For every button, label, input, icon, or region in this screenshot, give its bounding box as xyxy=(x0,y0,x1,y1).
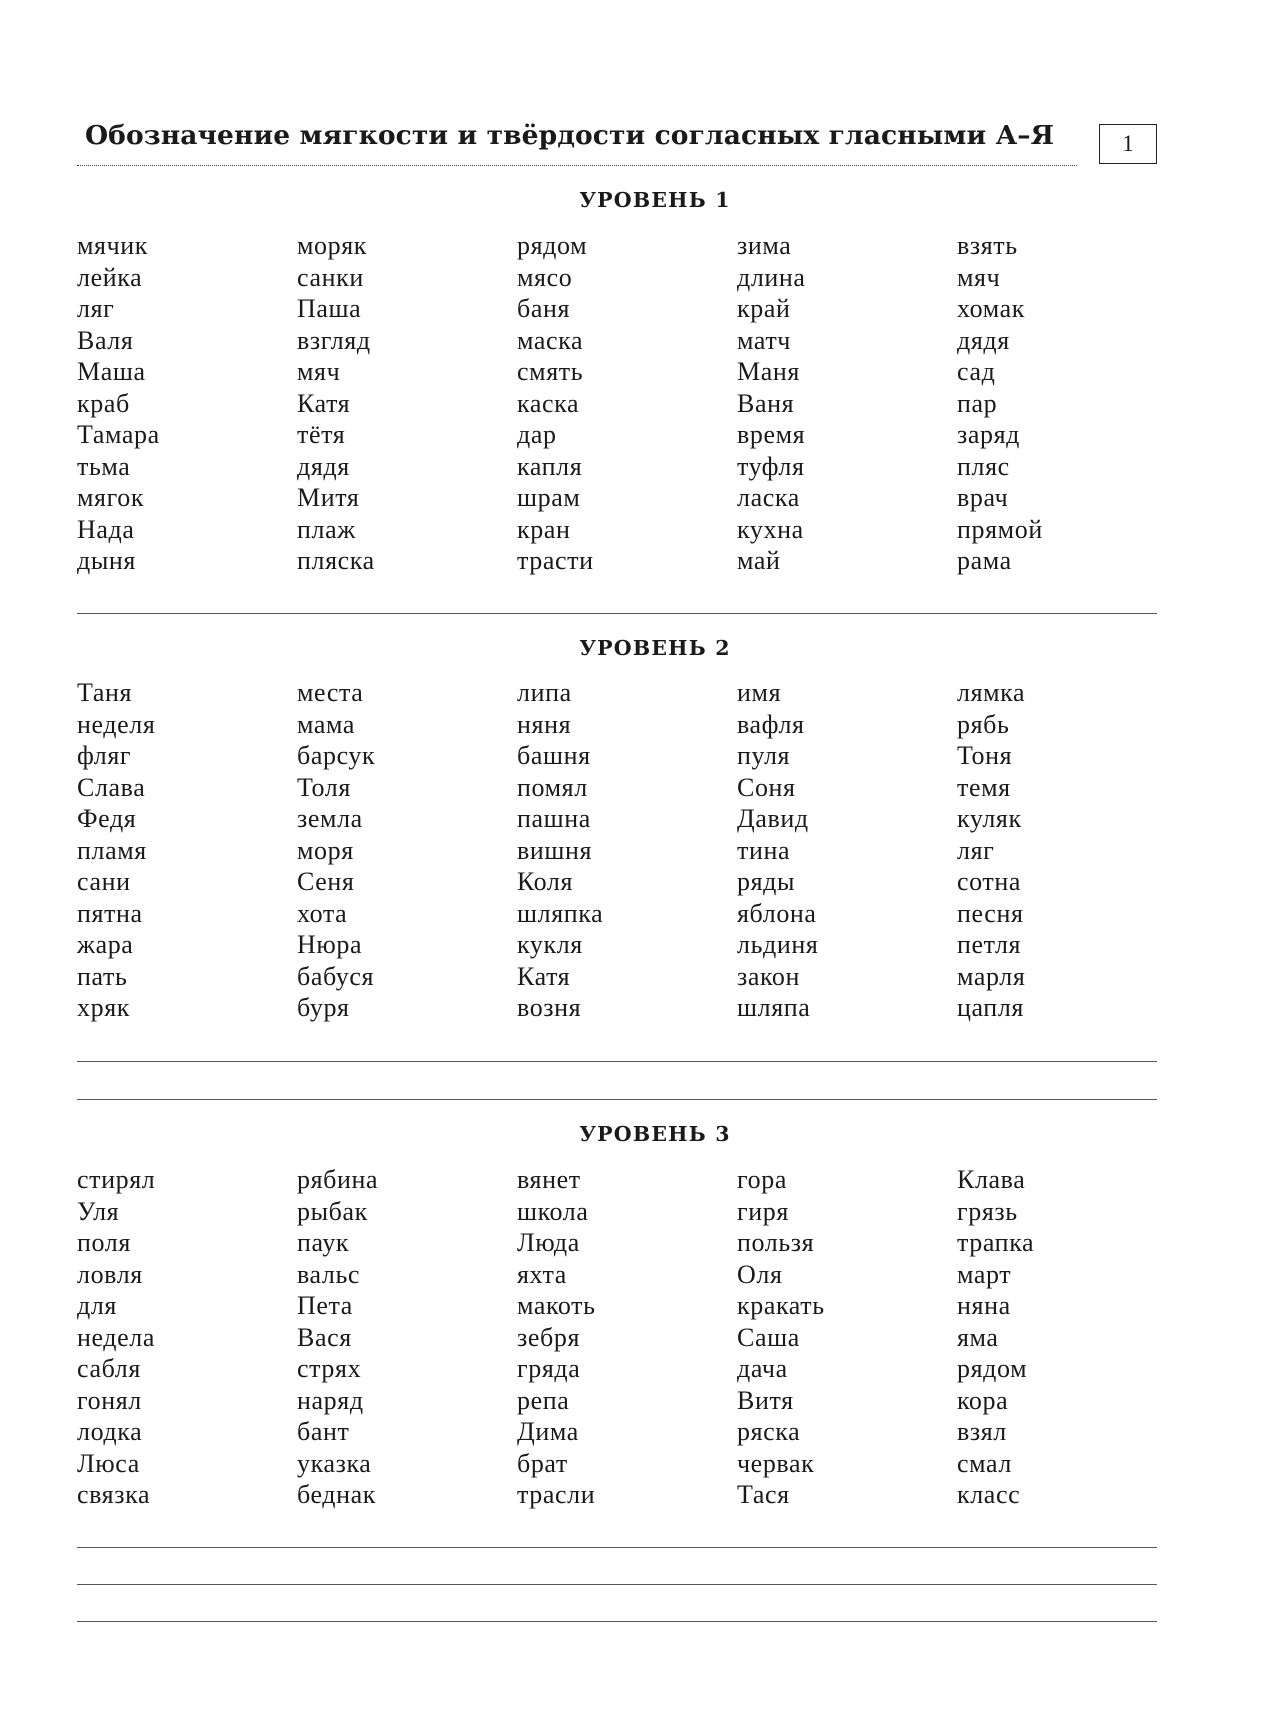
level-1-heading: УРОВЕНЬ 1 xyxy=(579,188,731,212)
word: дыня xyxy=(77,546,136,575)
word: рама xyxy=(957,546,1012,575)
word: Давид xyxy=(737,804,809,833)
word: куляк xyxy=(957,804,1022,833)
word: зебря xyxy=(517,1322,580,1352)
word: Маша xyxy=(77,357,146,386)
word: класс xyxy=(957,1480,1021,1509)
word: Дима xyxy=(517,1417,579,1446)
word: Толя xyxy=(297,772,351,802)
word-row xyxy=(77,293,1177,325)
word: песня xyxy=(957,898,1024,928)
word: башня xyxy=(517,741,591,770)
word: червак xyxy=(737,1448,815,1478)
word: кракать xyxy=(737,1291,825,1320)
word: мяч xyxy=(957,262,1001,292)
word: Валя xyxy=(77,325,134,355)
word: прямой xyxy=(957,514,1043,544)
word: пляс xyxy=(957,451,1010,481)
word: пар xyxy=(957,388,998,418)
word-row xyxy=(77,1227,1177,1259)
word: Коля xyxy=(517,867,574,896)
word: пользя xyxy=(737,1228,815,1257)
word: Витя xyxy=(737,1385,794,1415)
word: моря xyxy=(297,835,354,865)
word: Люда xyxy=(517,1228,580,1257)
word: моряк xyxy=(297,231,368,260)
word-row xyxy=(77,514,1177,546)
word: плаж xyxy=(297,514,356,544)
word-row xyxy=(77,1290,1177,1322)
word: рябина xyxy=(297,1165,379,1194)
word: мама xyxy=(297,709,356,739)
word: рябь xyxy=(957,709,1010,739)
word: дача xyxy=(737,1354,788,1383)
word: туфля xyxy=(737,451,805,481)
word: Катя xyxy=(517,961,571,991)
word: гиря xyxy=(737,1196,789,1226)
word-row xyxy=(77,356,1177,388)
level-1-word-grid xyxy=(77,230,1177,577)
word: матч xyxy=(737,325,791,355)
word: школа xyxy=(517,1196,589,1226)
word: смять xyxy=(517,357,584,386)
word: гряда xyxy=(517,1354,581,1383)
word: стрях xyxy=(297,1354,362,1383)
level-2-heading: УРОВЕНЬ 2 xyxy=(579,636,731,660)
word: Клава xyxy=(957,1165,1026,1194)
word: льдиня xyxy=(737,930,819,959)
word: вальс xyxy=(297,1259,361,1289)
word: Вася xyxy=(297,1322,352,1352)
word: яхта xyxy=(517,1259,567,1289)
word: Тася xyxy=(737,1480,790,1509)
writing-line xyxy=(77,1584,1157,1585)
word-row xyxy=(77,929,1177,961)
word: бабуся xyxy=(297,961,375,991)
word: няня xyxy=(517,709,572,739)
word: марля xyxy=(957,961,1026,991)
word: лямка xyxy=(957,678,1026,707)
word: барсук xyxy=(297,741,376,770)
word: наряд xyxy=(297,1385,364,1415)
word: фляг xyxy=(77,741,132,770)
word: март xyxy=(957,1259,1012,1289)
word-row xyxy=(77,1259,1177,1291)
level-1-divider xyxy=(77,613,1157,614)
word: цапля xyxy=(957,993,1024,1022)
word: Саша xyxy=(737,1322,800,1352)
word-row xyxy=(77,677,1177,709)
word: стирял xyxy=(77,1165,156,1194)
word: санки xyxy=(297,262,364,292)
word-row xyxy=(77,545,1177,577)
word: край xyxy=(737,294,791,323)
word: май xyxy=(737,546,781,575)
word: Нада xyxy=(77,514,135,544)
word: ляг xyxy=(77,294,115,323)
word-row xyxy=(77,482,1177,514)
word-row xyxy=(77,709,1177,741)
word: места xyxy=(297,678,364,707)
word: баня xyxy=(517,294,571,323)
word: связка xyxy=(77,1480,151,1509)
word: мяч xyxy=(297,357,341,386)
word: кран xyxy=(517,514,571,544)
word: Ваня xyxy=(737,388,795,418)
word: длина xyxy=(737,262,806,292)
word: рядом xyxy=(517,231,588,260)
word: рыбак xyxy=(297,1196,368,1226)
word: Тоня xyxy=(957,741,1013,770)
word: имя xyxy=(737,678,782,707)
word: вафля xyxy=(737,709,805,739)
word: трасли xyxy=(517,1480,596,1509)
word: хомак xyxy=(957,294,1025,323)
word: мячик xyxy=(77,231,149,260)
word: дядя xyxy=(957,325,1010,355)
word-row xyxy=(77,803,1177,835)
word-row xyxy=(77,1479,1177,1511)
word: Соня xyxy=(737,772,796,802)
word: гонял xyxy=(77,1385,142,1415)
word: неделя xyxy=(77,709,156,739)
word: рядом xyxy=(957,1354,1028,1383)
word: шрам xyxy=(517,483,581,512)
word: пашна xyxy=(517,804,591,833)
word: пляска xyxy=(297,546,375,575)
word: тина xyxy=(737,835,791,865)
word: бант xyxy=(297,1417,350,1446)
word-row xyxy=(77,325,1177,357)
word: Оля xyxy=(737,1259,783,1289)
word-row xyxy=(77,898,1177,930)
word: Слава xyxy=(77,772,146,802)
word: каска xyxy=(517,388,580,418)
word: тётя xyxy=(297,420,346,449)
word: взгляд xyxy=(297,325,371,355)
word: заряд xyxy=(957,420,1020,449)
word: Пета xyxy=(297,1291,353,1320)
word: хряк xyxy=(77,993,130,1022)
word: Катя xyxy=(297,388,351,418)
word: темя xyxy=(957,772,1011,802)
word: поля xyxy=(77,1228,131,1257)
word: ласка xyxy=(737,483,800,512)
word: пать xyxy=(77,961,128,991)
word: вишня xyxy=(517,835,593,865)
word-row xyxy=(77,1196,1177,1228)
word: Уля xyxy=(77,1196,120,1226)
word-row xyxy=(77,230,1177,262)
word: хота xyxy=(297,898,348,928)
word: кора xyxy=(957,1385,1009,1415)
word: краб xyxy=(77,388,130,418)
word: Митя xyxy=(297,483,360,512)
word: Люса xyxy=(77,1448,140,1478)
word: шляпка xyxy=(517,898,604,928)
word: паук xyxy=(297,1228,350,1257)
word: мясо xyxy=(517,262,573,292)
word: липа xyxy=(517,678,572,707)
word: макоть xyxy=(517,1291,596,1320)
word: помял xyxy=(517,772,588,802)
word: для xyxy=(77,1291,117,1320)
word: Тамара xyxy=(77,420,160,449)
word: трасти xyxy=(517,546,594,575)
word: вянет xyxy=(517,1165,581,1194)
writing-line xyxy=(77,1061,1157,1062)
word: петля xyxy=(957,930,1022,959)
word: врач xyxy=(957,483,1009,512)
word: ряды xyxy=(737,867,796,896)
word: пятна xyxy=(77,898,143,928)
word: жара xyxy=(77,930,134,959)
word: Маня xyxy=(737,357,800,386)
word: возня xyxy=(517,993,582,1022)
word-row xyxy=(77,866,1177,898)
word: земла xyxy=(297,804,363,833)
word: взять xyxy=(957,231,1018,260)
word: смал xyxy=(957,1448,1012,1478)
writing-line xyxy=(77,1547,1157,1548)
word: ляг xyxy=(957,835,995,865)
word: тьма xyxy=(77,451,131,481)
word-row xyxy=(77,772,1177,804)
word: ловля xyxy=(77,1259,143,1289)
word: дар xyxy=(517,420,557,449)
level-2-divider xyxy=(77,1099,1157,1100)
word-row xyxy=(77,262,1177,294)
word: взял xyxy=(957,1417,1007,1446)
word-row xyxy=(77,1164,1177,1196)
word-row xyxy=(77,835,1177,867)
word: буря xyxy=(297,993,350,1022)
word: лодка xyxy=(77,1417,143,1446)
word: трапка xyxy=(957,1228,1035,1257)
word: ряска xyxy=(737,1417,801,1446)
title-dotted-underline xyxy=(77,165,1077,166)
word: кукля xyxy=(517,930,583,959)
word-row xyxy=(77,992,1177,1024)
word: шляпа xyxy=(737,993,811,1022)
word-row xyxy=(77,1322,1177,1354)
word: недела xyxy=(77,1322,155,1352)
word: сабля xyxy=(77,1354,141,1383)
page-title: Обозначение мягкости и твёрдости согласных гласными А–Я xyxy=(85,120,1055,151)
word: Нюра xyxy=(297,930,363,959)
word: пламя xyxy=(77,835,147,865)
word: кухна xyxy=(737,514,804,544)
word: мягок xyxy=(77,483,145,512)
word-row xyxy=(77,1448,1177,1480)
word: пуля xyxy=(737,741,791,770)
word: указка xyxy=(297,1448,372,1478)
word: гора xyxy=(737,1165,787,1194)
word-row xyxy=(77,451,1177,483)
word-row xyxy=(77,1385,1177,1417)
level-3-heading: УРОВЕНЬ 3 xyxy=(579,1122,731,1146)
word: сад xyxy=(957,357,996,386)
word-row xyxy=(77,419,1177,451)
page-header xyxy=(77,106,1077,168)
word-row xyxy=(77,740,1177,772)
word-row xyxy=(77,961,1177,993)
writing-line xyxy=(77,1621,1157,1622)
word: няна xyxy=(957,1291,1011,1320)
word: сотна xyxy=(957,867,1022,896)
word-row xyxy=(77,388,1177,420)
level-3-word-grid xyxy=(77,1164,1177,1511)
word: Федя xyxy=(77,804,137,833)
page-number-box: 1 xyxy=(1099,124,1157,164)
word-row xyxy=(77,1416,1177,1448)
word: капля xyxy=(517,451,583,481)
word: время xyxy=(737,420,806,449)
word: Сеня xyxy=(297,867,355,896)
level-2-word-grid xyxy=(77,677,1177,1024)
word: яма xyxy=(957,1322,999,1352)
word: дядя xyxy=(297,451,350,481)
word: яблона xyxy=(737,898,817,928)
word: Паша xyxy=(297,294,362,323)
word: беднак xyxy=(297,1480,376,1509)
word: маска xyxy=(517,325,584,355)
word: сани xyxy=(77,867,131,896)
word: репа xyxy=(517,1385,570,1415)
word: зима xyxy=(737,231,792,260)
word: Таня xyxy=(77,678,133,707)
word-row xyxy=(77,1353,1177,1385)
word: брат xyxy=(517,1448,568,1478)
word: лейка xyxy=(77,262,143,292)
word: грязь xyxy=(957,1196,1018,1226)
word: закон xyxy=(737,961,801,991)
